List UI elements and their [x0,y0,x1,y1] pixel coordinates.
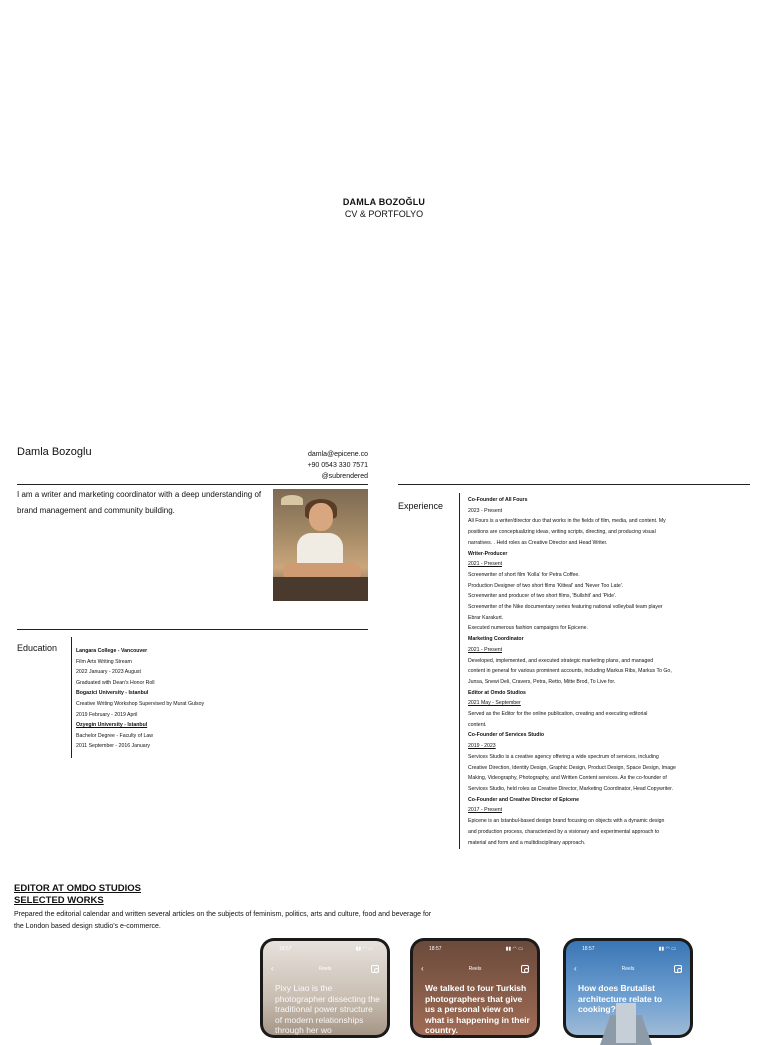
header-divider [17,484,368,485]
experience-line: 2017 - Present [468,807,503,814]
status-time: 18:57 [582,946,595,952]
camera-icon[interactable] [521,965,529,973]
education-divider [17,629,368,630]
phone-mockup-3[interactable] [563,938,693,1038]
reel-headline: Pixy Liao is the photographer dissecting the traditional power structure of modern relationships through her wo [275,983,380,1035]
contact-handle[interactable]: @subrendered [321,473,368,480]
experience-line: content in general for various prominent accounts, including Markus Ribs, Markus To Go, [468,668,672,675]
cover-subtitle: CV & PORTFOLYO [344,209,424,219]
experience-line: Making, Videography, Photography, and Written Content services. As the co-founder of [468,775,667,782]
experience-line: Co-Founder of Services Studio [468,732,545,739]
reels-label: Reels [468,966,482,972]
reel-headline: How does Brutalist architecture relate to cooking? [578,983,663,1014]
experience-line: 2021 - Present [468,646,503,653]
contact-block [307,449,368,482]
experience-line: Writer-Producer [468,550,508,557]
experience-line: Editor at Omdo Studios [468,689,526,696]
experience-line: 2021 - Present [468,561,503,568]
experience-line: Screenwriter and producer of two short films, 'Bullshit' and 'Pide'. [468,593,617,600]
education-line: Bachelor Degree - Faculty of Law [76,732,153,739]
experience-line: Ebrar Karakurt. [468,614,504,621]
signal-icon: ▮▮ ◠ ▭ [658,946,676,952]
experience-heading: Experience [398,501,444,511]
omdo-title-line1: EDITOR AT OMDO STUDIOS [14,883,142,894]
experience-line: and production process, characterized by a visionary and experimental approach to [468,828,660,835]
reels-label: Reels [318,966,332,972]
experience-line: positions are conceptualizing ideas, writing scripts, directing, and producing visual [468,529,656,536]
experience-line: material and form and a multidisciplinary approach. [468,839,586,846]
education-vline [71,637,72,758]
experience-line: Marketing Coordinator [468,636,524,643]
education-line: Graduated with Dean's Honor Roll [76,679,155,686]
experience-line: Epicene is an Istanbul-based design brand focusing on objects with a dynamic design [468,818,665,825]
phone-mockup-1[interactable] [260,938,390,1038]
camera-icon[interactable] [371,965,379,973]
education-line: Creative Writing Workshop Supervised by Murat Gulsoy [76,700,205,707]
back-icon[interactable]: ‹ [421,964,424,973]
omdo-description: Prepared the editorial calendar and written several articles on the subjects of feminism, politics, arts and culture, food and beverage for the London based design studio's e-commerce. [14,911,432,930]
experience-divider [398,484,750,485]
education-line: Bogazici University - Istanbul [76,690,149,697]
experience-line: content. [468,721,487,728]
back-icon[interactable]: ‹ [271,964,274,973]
contact-phone: +90 0543 330 7571 [307,462,368,469]
phone-mockup-2[interactable] [410,938,540,1038]
reel-headline: We talked to four Turkish photographers that give us a personal view on what is happening in their country. [425,983,530,1035]
experience-vline [459,493,460,849]
signal-icon: ▮▮ ◠ ▭ [505,946,523,952]
experience-line: Production Designer of two short films 'Kitteal' and 'Never Too Late'. [468,582,624,589]
experience-line: Co-Founder of All Fours [468,497,528,503]
contact-email[interactable]: damla@epicene.co [307,451,368,458]
experience-line: Screenwriter of the Nike documentary series featuring national volleyball team player [468,604,663,611]
experience-line: Executed numerous fashion campaigns for Epicene. [468,625,588,632]
education-line: Ozyegin University - Istanbul [76,722,148,729]
omdo-title-line2: SELECTED WORKS [14,895,104,906]
experience-line: Served as the Editor for the online publication, creating and executing editorial [468,711,648,718]
experience-line: Screenwriter of short film 'Kolla' for Petra Coffee. [468,571,580,578]
experience-line: Services Studio, held roles as Creative Director, Marketing Coordinator, Head Copywriter. [468,785,673,792]
cover [0,196,768,220]
experience-line: Co-Founder and Creative Director of Epicene [468,796,579,803]
experience-line: All Fours is a writer/director duo that works in the fields of film, media, and content. My [468,518,666,525]
reels-label: Reels [621,966,635,972]
experience-line: narratives. . Held roles as Creative Director and Head Writer. [468,539,608,546]
experience-line: Developed, implemented, and executed strategic marketing plans, and managed [468,657,654,664]
education-line: Langara College - Vancouver [76,648,148,654]
back-icon[interactable]: ‹ [574,964,577,973]
education-line: 2022 January - 2023 August [76,669,141,676]
experience-line: Services Studio is a creative agency offering a wide spectrum of services, including [468,753,659,760]
cover-name: DAMLA BOZOĞLU [342,197,426,207]
experience-line: Creative Direction, Identity Design, Graphic Design, Product Design, Space Design, Image [468,764,676,771]
signal-icon: ▮▮ ◠ ▭ [355,946,373,952]
camera-icon[interactable] [674,965,682,973]
education-line: Film Arts Writing Stream [76,658,132,665]
education-list [76,646,276,752]
experience-line: 2023 - Present [468,507,503,514]
status-time: 18:57 [279,946,292,952]
bio: I am a writer and marketing coordinator with a deep understanding of brand management and community building. [17,490,262,515]
omdo-title [14,883,141,907]
experience-line: 2019 - 2023 [468,743,496,750]
experience-list [468,495,738,848]
education-heading: Education [17,643,58,653]
education-line: 2011 September - 2016 January [76,743,151,750]
cv-name: Damla Bozoglu [17,446,92,458]
portrait-photo [273,489,368,601]
experience-line: Junsa, Snewi Deli, Cravers, Petra, Retto, Mitte Brod, To Live for. [468,678,616,685]
experience-line: 2021 May - September [468,700,521,707]
status-time: 18:57 [429,946,442,952]
education-line: 2019 February - 2019 April [76,711,138,718]
